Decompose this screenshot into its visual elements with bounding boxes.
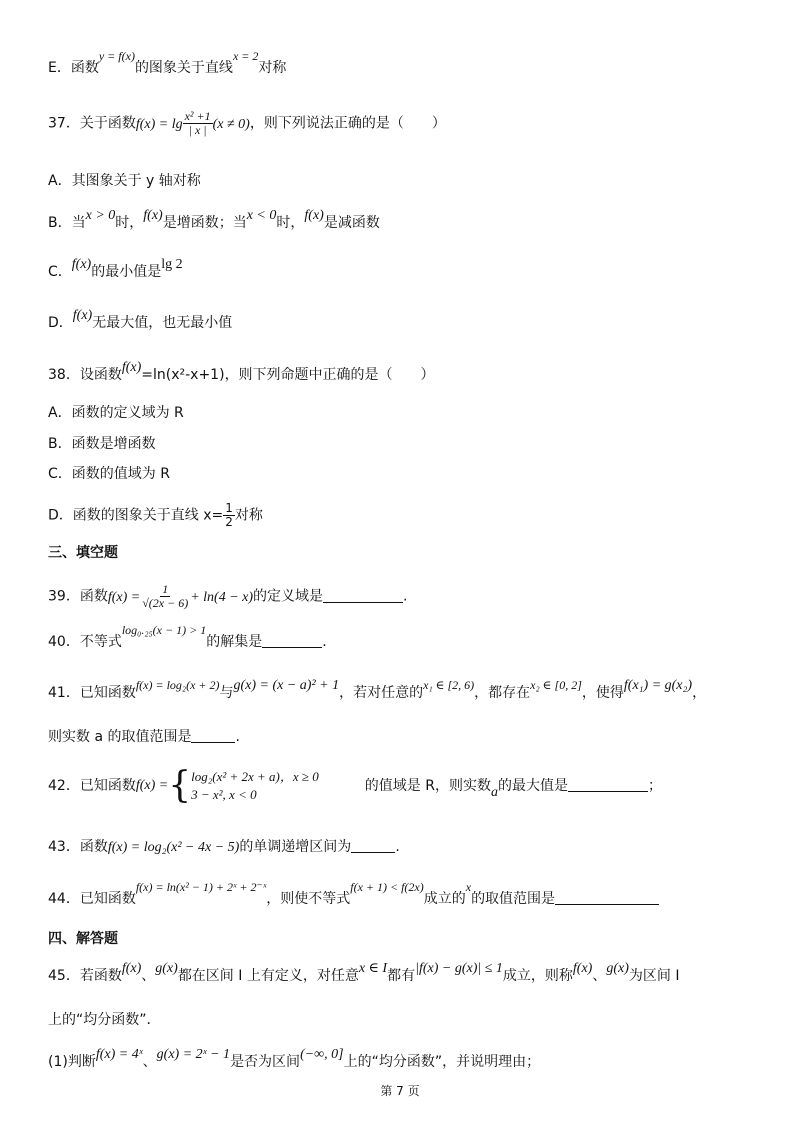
punctuation: . (395, 839, 400, 855)
question-text: 的单调递增区间为 (239, 839, 352, 855)
question-number: 45．若函数 (48, 968, 122, 984)
option-label: D． (48, 315, 73, 331)
math-expr: g(x) = (x − a)² + 1 (233, 678, 340, 693)
option-text: 对称 (258, 60, 287, 76)
math-fraction (140, 583, 190, 610)
math-expr: f(x) = log₂(x + 2) (135, 678, 220, 692)
answer-blank[interactable] (191, 728, 235, 743)
q38-option-c: C．函数的值域为 R (48, 466, 170, 482)
answer-blank[interactable] (323, 588, 403, 603)
q45-stem-line2: 上的“均分函数”． (48, 1012, 161, 1028)
math-expr: =ln(x²-x+1) (141, 367, 225, 383)
question-text: ，若对任意的 (339, 685, 424, 701)
option-label: E．函数 (48, 60, 99, 76)
fraction-denominator: √(2x − 6) (142, 596, 189, 610)
question-text: 的解集是 (206, 634, 263, 650)
math-var: a (490, 785, 498, 800)
fraction-numerator: 1 (225, 501, 233, 515)
q39-stem (48, 583, 750, 610)
question-number: 43．函数 (48, 839, 108, 855)
math-expr: f(x) (143, 208, 163, 223)
q45-stem (48, 961, 750, 987)
fraction-numerator: 1 (162, 582, 169, 596)
math-expr: x₁ ∈ [2, 6) (423, 678, 475, 692)
question-text: ，使得 (581, 685, 624, 701)
math-expr: x = 2 (232, 49, 259, 63)
punctuation: . (235, 729, 240, 745)
math-expr: g(x) (155, 961, 178, 976)
punctuation: 、 (142, 1054, 157, 1070)
q43-stem (48, 837, 750, 858)
question-text: 都有 (387, 968, 416, 984)
math-expr: f(x) = 4ˣ (95, 1047, 143, 1062)
q38-option-b: B．函数是增函数 (48, 436, 156, 452)
option-text: 是增函数；当 (162, 215, 247, 231)
question-text: 上的“均分函数”，并说明理由； (343, 1054, 541, 1070)
math-expr: f(x) = (107, 589, 141, 605)
option-text: 是减函数 (323, 215, 380, 231)
punctuation: . (322, 634, 327, 650)
page-number: 第 7 页 (380, 1084, 420, 1098)
q36-option-e (48, 49, 750, 78)
question-number: 38．设函数 (48, 367, 122, 383)
math-fraction (223, 502, 235, 529)
question-text: 的最大值是 (497, 778, 568, 794)
q37-stem (48, 110, 750, 137)
math-expr: x ∈ I (358, 961, 388, 976)
question-number: 37．关于函数 (48, 115, 136, 132)
piecewise-function (135, 765, 319, 806)
question-text: ，都存在 (474, 685, 531, 701)
math-expr: (−∞, 0] (300, 1047, 344, 1062)
option-text: 的图象关于直线 (134, 60, 233, 76)
q37-option-a: A．其图象关于 y 轴对称 (48, 173, 201, 189)
math-expr: f(x) = (135, 778, 169, 793)
question-text: ，则使不等式 (266, 891, 351, 907)
part-label: (1)判断 (48, 1054, 96, 1070)
option-label: C． (48, 264, 72, 280)
math-expr: f(x) (121, 360, 142, 375)
punctuation: 、 (592, 968, 607, 984)
question-text: ，则下列说法正确的是（ ） (249, 115, 446, 132)
q45-part1 (48, 1047, 750, 1073)
q41-stem (48, 678, 750, 704)
piecewise-cases (191, 768, 319, 804)
math-expr: f(x) (572, 961, 593, 976)
q37-option-d (48, 308, 750, 334)
question-number: 44．已知函数 (48, 891, 136, 907)
math-expr: f(x) = log₂(x² − 4x − 5) (107, 840, 240, 855)
question-number: 39．函数 (48, 588, 108, 605)
math-expr: (x ≠ 0) (212, 116, 250, 132)
math-expr: g(x) (606, 961, 629, 976)
left-brace: { (168, 765, 192, 806)
answer-blank[interactable] (262, 633, 322, 648)
option-text: 对称 (234, 507, 263, 524)
piecewise-case: log₂(x² + 2x + a)，x ≥ 0 (191, 769, 319, 784)
math-expr: f(x) (121, 961, 142, 976)
math-expr: f(x) = lg (135, 116, 183, 132)
question-text: 都在区间 I 上有定义，对任意 (177, 968, 359, 984)
option-text: 时， (276, 215, 305, 231)
answer-blank[interactable] (351, 838, 395, 853)
option-text: 的最小值是 (91, 264, 162, 280)
math-expr: f(x) (72, 308, 93, 323)
question-text: 为区间 I (628, 968, 680, 984)
question-text: 成立的 (423, 891, 466, 907)
math-expr: f(x + 1) < f(2x) (350, 880, 424, 894)
question-number: 41．已知函数 (48, 685, 136, 701)
question-text: 是否为区间 (230, 1054, 301, 1070)
q38-option-d (48, 502, 750, 529)
punctuation: 、 (141, 968, 156, 984)
q38-stem (48, 360, 750, 386)
q44-stem (48, 880, 750, 909)
q37-option-b (48, 208, 750, 234)
question-text: 成立，则称 (502, 968, 573, 984)
question-text: 的取值范围是 (471, 891, 556, 907)
option-text: 时， (115, 215, 144, 231)
question-text: 与 (219, 685, 234, 701)
q37-option-c (48, 257, 750, 283)
option-label: B．当 (48, 215, 86, 231)
q41-stem-line2 (48, 727, 750, 747)
math-expr: log₀.₂₅(x − 1) > 1 (121, 623, 207, 637)
math-expr: x < 0 (246, 208, 277, 223)
answer-blank[interactable] (555, 890, 659, 905)
question-number: 42．已知函数 (48, 778, 136, 794)
math-expr: x₂ ∈ [0, 2] (530, 678, 582, 692)
math-var: x (465, 880, 472, 894)
answer-blank[interactable] (568, 777, 648, 792)
option-text: 无最大值，也无最小值 (92, 315, 233, 331)
math-expr: f(x) = ln(x² − 1) + 2ˣ + 2⁻ˣ (135, 880, 267, 894)
punctuation: ； (647, 778, 662, 794)
q42-stem (48, 765, 750, 806)
piecewise-case: 3 − x², x < 0 (191, 787, 257, 802)
q40-stem (48, 623, 750, 652)
math-expr: + ln(4 − x) (190, 589, 254, 605)
math-expr: f(x) (304, 208, 324, 223)
fraction-denominator: 2 (225, 515, 233, 529)
question-text: 的值域是 R，则实数 (364, 778, 491, 794)
math-expr: |f(x) − g(x)| ≤ 1 (415, 961, 503, 976)
punctuation: . (403, 588, 408, 605)
math-expr: x > 0 (85, 208, 116, 223)
section-heading-answer: 四、解答题 (48, 931, 118, 947)
punctuation: ， (692, 685, 707, 701)
option-text: D．函数的图象关于直线 x= (48, 507, 224, 524)
section-heading-fill-in: 三、填空题 (48, 545, 118, 561)
math-expr: g(x) = 2ˣ − 1 (156, 1047, 231, 1062)
question-text: ，则下列命题中正确的是（ ） (224, 367, 435, 383)
math-expr: lg 2 (161, 257, 183, 272)
math-expr: f(x₁) = g(x₂) (623, 678, 693, 693)
fraction-numerator: x² +1 (184, 109, 211, 123)
question-text: 的定义域是 (253, 588, 324, 605)
question-number: 40．不等式 (48, 634, 122, 650)
fraction-denominator: | x | (188, 123, 207, 137)
question-text: 则实数 a 的取值范围是 (48, 729, 192, 745)
math-expr: f(x) (71, 257, 92, 272)
q38-option-a: A．函数的定义域为 R (48, 405, 184, 421)
math-expr: y = f(x) (98, 49, 135, 63)
math-fraction (183, 110, 213, 137)
